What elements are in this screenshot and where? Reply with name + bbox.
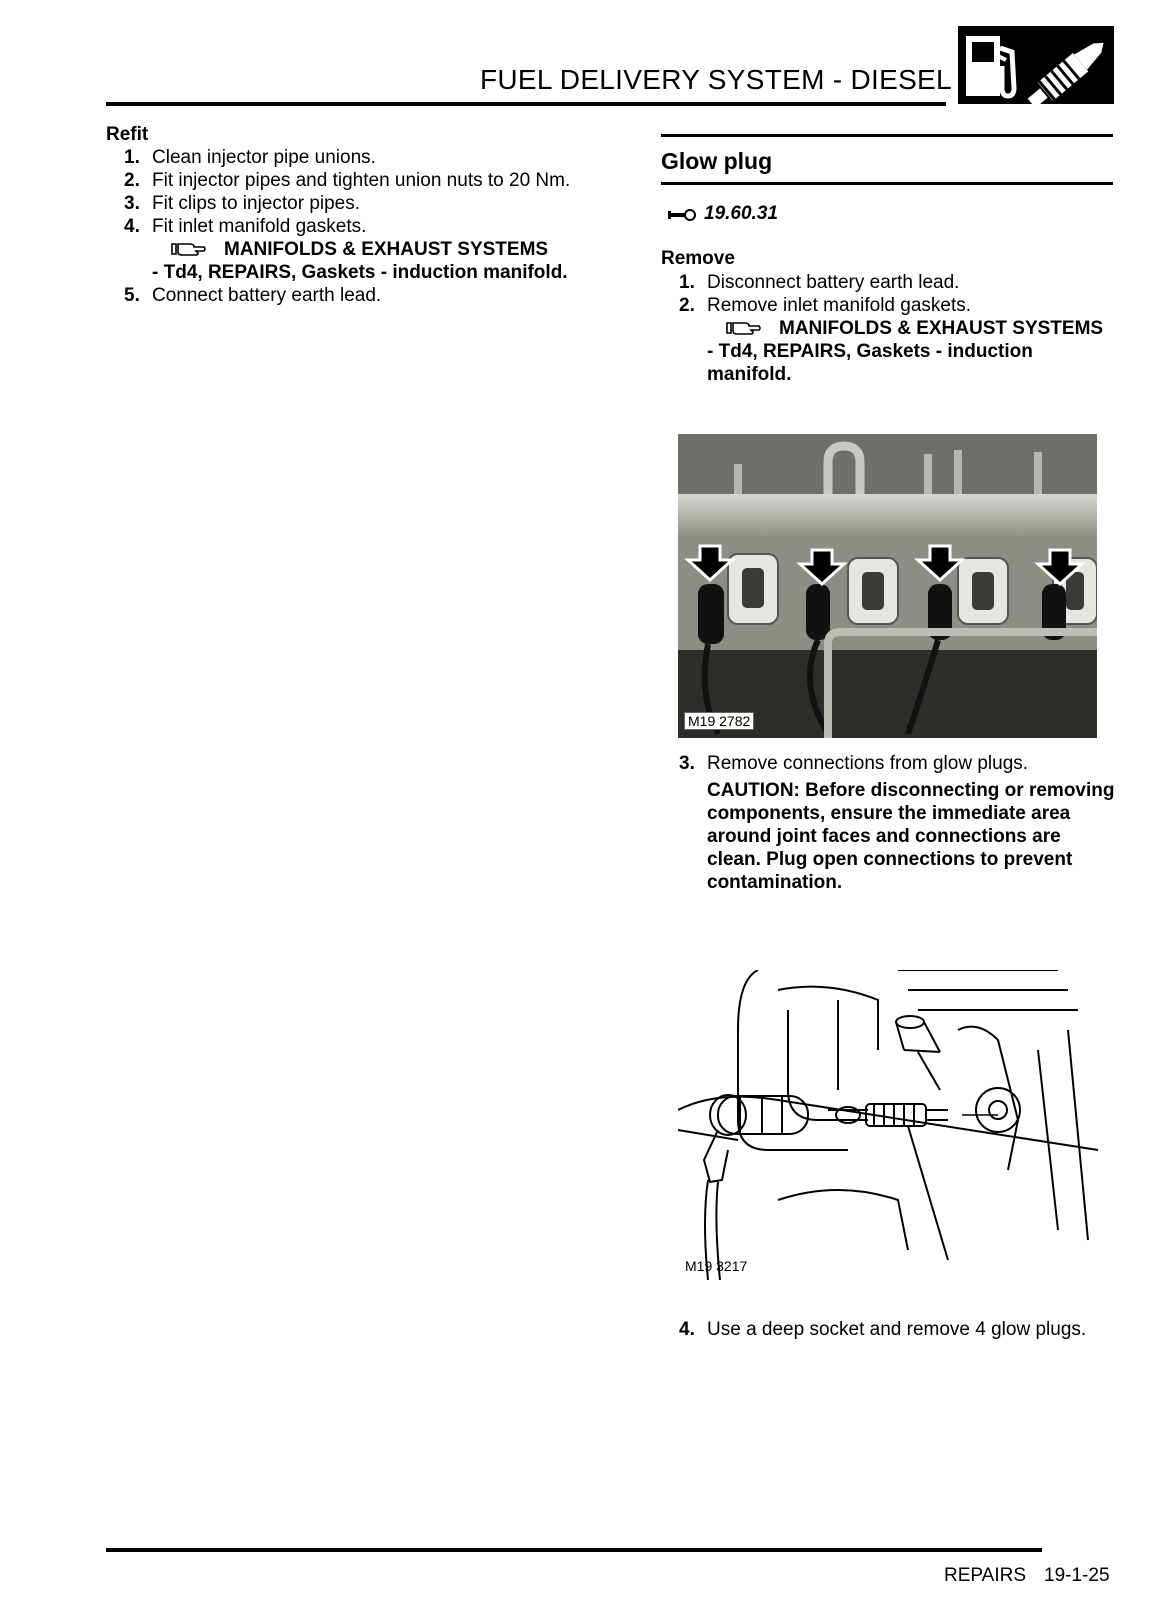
page-number: 19-1-25 <box>1044 1565 1110 1586</box>
remove-steps-list-a <box>661 271 1116 386</box>
step-text: Fit injector pipes and tighten union nuts to 20 Nm. <box>152 170 571 191</box>
footer-rule <box>106 1548 1042 1552</box>
page-header-title: FUEL DELIVERY SYSTEM - DIESEL <box>480 64 952 95</box>
step-text: Connect battery earth lead. <box>152 285 382 306</box>
list-item <box>106 215 576 284</box>
section-rule-bottom <box>661 182 1113 185</box>
step-number: 2. <box>679 295 695 316</box>
list-item <box>661 294 1116 386</box>
fuel-system-logo-icon <box>958 26 1114 104</box>
step-text: Fit inlet manifold gaskets. <box>152 216 367 237</box>
step-text: Clean injector pipe unions. <box>152 147 376 168</box>
step-number: 4. <box>679 1319 695 1340</box>
list-item <box>106 146 576 169</box>
list-item <box>661 271 1116 294</box>
cross-reference-link[interactable] <box>152 238 576 284</box>
pointing-hand-icon <box>170 238 206 258</box>
xref-text-line1: MANIFOLDS & EXHAUST SYSTEMS <box>779 318 1104 339</box>
step-number: 3. <box>679 753 695 774</box>
step-number: 2. <box>124 170 140 191</box>
footer-section: REPAIRS <box>944 1565 1027 1586</box>
remove-steps-list-c <box>661 1318 1116 1341</box>
step-text: Remove connections from glow plugs. <box>707 753 1029 774</box>
page-footer <box>944 1565 1110 1587</box>
glow-plug-connections-photo <box>678 434 1097 738</box>
wrench-icon <box>668 209 696 221</box>
list-item <box>106 169 576 192</box>
step-number: 1. <box>124 147 140 168</box>
xref-text-line1: MANIFOLDS & EXHAUST SYSTEMS <box>224 239 549 260</box>
section-rule-top <box>661 134 1113 137</box>
glow-plug-removal-drawing <box>678 970 1098 1280</box>
header-rule <box>106 102 946 106</box>
step-number: 1. <box>679 272 695 293</box>
cross-reference-link[interactable] <box>707 317 1116 386</box>
step-text: Disconnect battery earth lead. <box>707 272 960 293</box>
step-text: Fit clips to injector pipes. <box>152 193 361 214</box>
list-item <box>106 192 576 215</box>
step-number: 3. <box>124 193 140 214</box>
figure-label: M19 2782 <box>684 712 754 730</box>
operation-code: 19.60.31 <box>704 203 778 224</box>
xref-text-line2: - Td4, REPAIRS, Gaskets - induction manifold. <box>152 262 568 283</box>
step-text: Remove inlet manifold gaskets. <box>707 295 972 316</box>
refit-steps-list <box>106 146 576 307</box>
step-number: 4. <box>124 216 140 237</box>
section-title: Glow plug <box>661 148 773 174</box>
xref-text-line2: - Td4, REPAIRS, Gaskets - induction manifold. <box>707 341 1033 385</box>
remove-heading: Remove <box>661 248 735 269</box>
remove-steps-list-b <box>661 752 1116 894</box>
step-text: Use a deep socket and remove 4 glow plugs. <box>707 1319 1087 1340</box>
list-item <box>661 1318 1116 1341</box>
refit-heading: Refit <box>106 124 149 145</box>
figure-label: M19 3217 <box>685 1258 748 1274</box>
caution-note: CAUTION: Before disconnecting or removing components, ensure the immediate area around joint faces and connections are clean. Plug open connections to prevent contamination. <box>707 780 1115 893</box>
pointing-hand-icon <box>725 317 761 337</box>
list-item <box>661 752 1116 894</box>
step-number: 5. <box>124 285 140 306</box>
operation-time <box>668 203 778 225</box>
list-item <box>106 284 576 307</box>
